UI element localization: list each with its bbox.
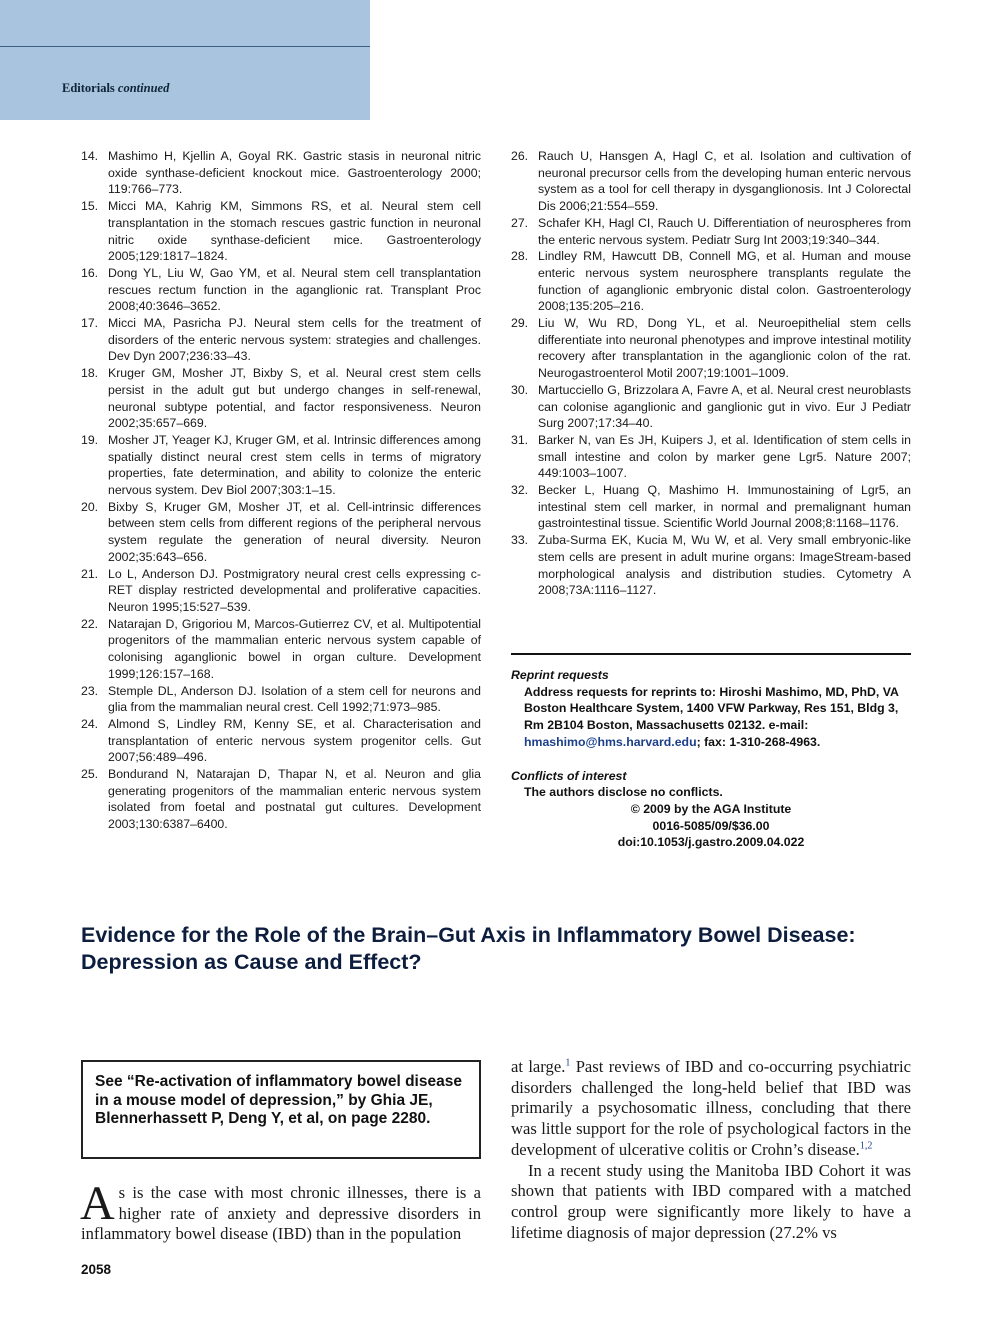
reference-number: 30. <box>511 382 529 397</box>
reference-number: 17. <box>81 316 99 331</box>
intro-paragraph: s is the case with most chronic illnesses, there is a higher rate of anxiety and depressive disorders in inflammatory bowel disease (IBD) than in the population <box>81 1183 481 1244</box>
reference-number: 27. <box>511 215 529 230</box>
reference-item <box>81 198 481 265</box>
references-right-column <box>511 148 911 599</box>
reference-number: 14. <box>81 149 99 163</box>
issn-line: 0016-5085/09/$36.00 <box>652 818 770 833</box>
reference-item <box>81 716 481 766</box>
conflicts-text: The authors disclose no conflicts. <box>524 785 723 800</box>
reference-number: 29. <box>511 316 529 331</box>
reference-text: Becker L, Huang Q, Mashimo H. Immunostaining of Lgr5, an intestinal stem cell marker, in normal and premalignant human gastrointestinal tissue. Scientific World Journal 2008;8:1168–1176. <box>538 483 911 531</box>
doi-line: doi:10.1053/j.gastro.2009.04.022 <box>617 835 805 850</box>
reference-number: 32. <box>511 483 529 498</box>
reference-text: Stemple DL, Anderson DJ. Isolation of a stem cell for neurons and glia from the mammalian neural crest. Cell 1992;71:973–985. <box>108 683 481 715</box>
header-rule <box>0 46 370 47</box>
reference-text: Martucciello G, Brizzolara A, Favre A, et al. Neural crest neuroblasts can colonise aganglionic and ganglionic gut in vivo. Eur J Pediatr Surg 2007;17:34–40. <box>538 382 911 431</box>
reference-number: 31. <box>511 432 529 447</box>
reference-item <box>81 683 481 716</box>
reference-number: 23. <box>81 683 99 698</box>
reference-item <box>81 566 481 616</box>
reference-item <box>511 482 911 532</box>
reference-item <box>81 365 481 432</box>
reference-item <box>511 148 911 215</box>
reference-number: 20. <box>81 499 99 514</box>
reprint-address: Address requests for reprints to: Hiroshi Mashimo, MD, PhD, VA Boston Healthcare System, 1400 VFW Parkway, Res 151, Bldg 3, Rm 2B104 Boston, Massachusetts 02132. e-mail: <box>524 684 899 733</box>
reference-item <box>81 315 481 365</box>
reference-text: Liu W, Wu RD, Dong YL, et al. Neuroepithelial stem cells differentiate into neuronal phenotypes and improve intestinal motility recovery after transplantation in the aganglionic colon of the rat. Neurogastroenterol Motil 2007;19:1001–1009. <box>538 316 911 381</box>
body-paragraph-1 <box>511 1057 911 1161</box>
article-body-left <box>80 1177 481 1245</box>
para1-end: Past reviews of IBD and co-occurring psychiatric disorders challenged the long-held belief that IBD was primarily a psychosomatic illness, concluding that there was little support for the role of psychological factors in the development of ulcerative colitis or Crohn’s disease. <box>511 1057 911 1159</box>
reference-text: Barker N, van Es JH, Kuipers J, et al. Identification of stem cells in small intestine and colon by marker gene Lgr5. Nature 2007; 449:1003–1007. <box>538 432 911 481</box>
body-paragraph-2: In a recent study using the Manitoba IBD Cohort it was shown that patients with IBD compared with a matched control group were significantly more likely to have a lifetime diagnosis of major depression (27.2% vs <box>511 1160 911 1242</box>
article-body-right <box>511 1057 911 1243</box>
reference-item <box>81 616 481 683</box>
reference-item <box>511 248 911 315</box>
section-divider <box>511 653 911 655</box>
reference-text: Lindley RM, Hawcutt DB, Connell MG, et al. Human and mouse enteric nervous system neurosphere transplants regulate the function of aganglionic embryonic distal colon. Gastroenterology 2008;135:205–216. <box>538 249 911 314</box>
reference-item <box>81 432 481 499</box>
section-label: Editorials <box>62 81 115 95</box>
reference-text: Lo L, Anderson DJ. Postmigratory neural crest cells expressing c-RET display restricted developmental and proliferative capacities. Neuron 1995;15:527–539. <box>108 566 481 614</box>
reference-item <box>81 265 481 315</box>
reference-text: Natarajan D, Grigoriou M, Marcos-Gutierrez CV, et al. Multipotential progenitors of the mammalian enteric nervous system capable of colonising aganglionic bowel in organ culture. Development 1999;126:157–168. <box>108 616 481 681</box>
reference-number: 33. <box>511 533 529 548</box>
reference-number: 21. <box>81 566 99 581</box>
reference-number: 26. <box>511 149 529 163</box>
reference-number: 15. <box>81 199 99 214</box>
running-head <box>62 81 169 96</box>
reference-number: 22. <box>81 616 99 631</box>
email-link[interactable]: hmashimo@hms.harvard.edu <box>524 734 697 749</box>
reprint-heading: Reprint requests <box>511 668 609 682</box>
para1-start: at large. <box>511 1057 566 1076</box>
reference-text: Bondurand N, Natarajan D, Thapar N, et al. Neuron and glia generating progenitors of the mammalian enteric nervous system isolated from foetal and postnatal gut cultures. Development 2003;130:6387–6400. <box>108 767 481 832</box>
copyright-line: © 2009 by the AGA Institute <box>630 801 792 816</box>
references-left-column <box>81 148 481 833</box>
reference-text: Micci MA, Pasricha PJ. Neural stem cells for the treatment of disorders of the enteric nervous system: strategies and challenges. Dev Dyn 2007;236:33–43. <box>108 316 481 364</box>
reference-text: Micci MA, Kahrig KM, Simmons RS, et al. Neural stem cell transplantation in the stomach rescues gastric function in neuronal nitric oxide synthase-deficient mice. Gastroenterology 2005;129:1817–1824. <box>108 199 481 264</box>
reference-number: 25. <box>81 767 99 782</box>
reference-item <box>81 148 481 198</box>
reference-item <box>511 315 911 382</box>
reference-number: 28. <box>511 249 529 264</box>
reference-text: Almond S, Lindley RM, Kenny SE, et al. Characterisation and transplantation of enteric nervous system progenitor cells. Gut 2007;56:489–496. <box>108 716 481 765</box>
reference-item <box>81 766 481 833</box>
reprint-text <box>511 684 911 751</box>
section-suffix: continued <box>117 81 170 95</box>
reference-item <box>511 215 911 248</box>
reference-text: Mashimo H, Kjellin A, Goyal RK. Gastric stasis in neuronal nitric oxide synthase-deficient knockout mice. Gastroenterology 2000; 119:766–773. <box>108 149 481 197</box>
see-also-box: See “Re-activation of inflammatory bowel disease in a mouse model of depression,” by Ghia JE, Blennerhassett P, Deng Y, et al, on page 2280. <box>81 1060 481 1159</box>
reference-text: Dong YL, Liu W, Gao YM, et al. Neural stem cell transplantation rescues rectum function in the aganglionic rat. Transplant Proc 2008;40:3646–3652. <box>108 265 481 314</box>
reference-item <box>511 382 911 432</box>
conflicts-heading: Conflicts of interest <box>511 768 627 783</box>
citation-1[interactable]: 1 <box>565 1057 571 1069</box>
reference-number: 24. <box>81 716 99 731</box>
reference-item <box>511 432 911 482</box>
reference-text: Zuba-Surma EK, Kucia M, Wu W, et al. Very small embryonic-like stem cells are present in adult murine organs: ImageStream-based morphological analysis and distribution studies. Cytometry A 2008;73A:1116–1127. <box>538 533 911 598</box>
reference-item <box>81 499 481 566</box>
reference-text: Kruger GM, Mosher JT, Bixby S, et al. Neural crest stem cells persist in the adult gut but undergo changes in self-renewal, neuronal subtype potential, and factor responsiveness. Neuron 2002;35:657–669. <box>108 366 481 431</box>
header-band <box>0 0 370 120</box>
citation-1-2[interactable]: 1,2 <box>859 1140 873 1152</box>
reference-number: 18. <box>81 366 99 381</box>
reference-text: Bixby S, Kruger GM, Mosher JT, et al. Cell-intrinsic differences between stem cells from different regions of the peripheral nervous system regulate the generation of neural diversity. Neuron 2002;35:643–656. <box>108 499 481 564</box>
reference-text: Schafer KH, Hagl CI, Rauch U. Differentiation of neurospheres from the enteric nervous system. Pediatr Surg Int 2003;19:340–344. <box>538 215 911 247</box>
reference-item <box>511 532 911 599</box>
reference-number: 16. <box>81 265 99 280</box>
reference-text: Rauch U, Hansgen A, Hagl C, et al. Isolation and cultivation of neuronal precursor cells from the developing human enteric nervous system as a tool for cell therapy in dysganglionosis. Int J Colorectal Dis 2006;21:554–559. <box>538 149 911 214</box>
reference-number: 19. <box>81 432 99 447</box>
author-info-block <box>511 667 911 851</box>
page-number: 2058 <box>81 1262 112 1277</box>
drop-cap: A <box>80 1177 115 1230</box>
fax-text: ; fax: 1-310-268-4963. <box>696 734 821 749</box>
article-title: Evidence for the Role of the Brain–Gut Axis in Inflammatory Bowel Disease: Depression as Cause and Effect? <box>81 923 856 974</box>
reference-text: Mosher JT, Yeager KJ, Kruger GM, et al. Intrinsic differences among spatially distinct neural crest stem cells in terms of migratory properties, fate determination, and ability to colonize the enteric nervous system. Dev Biol 2007;303:1–15. <box>108 432 481 498</box>
